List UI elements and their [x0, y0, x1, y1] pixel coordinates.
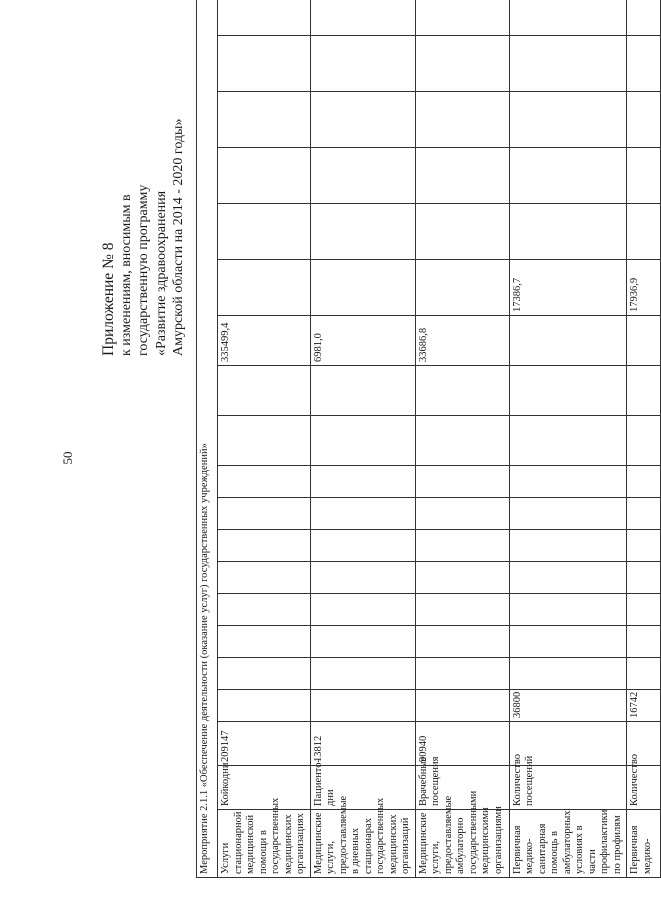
- page-number: 50: [60, 451, 75, 465]
- volume-2015: [310, 690, 415, 722]
- finance-2014: 33686,8: [415, 316, 509, 366]
- volume-2014: 209147: [218, 722, 311, 766]
- appendix-line: государственную программу: [136, 184, 151, 356]
- rotated-table-region: [196, 30, 653, 878]
- appendix-title: Приложение № 8: [100, 242, 117, 356]
- finance-2014: [627, 316, 661, 366]
- program-table: [196, 0, 661, 878]
- appendix-line: Амурской области на 2014 - 2020 годы»: [171, 118, 186, 356]
- finance-2014: [509, 316, 627, 366]
- table-row: [415, 0, 509, 878]
- table-row: [509, 0, 627, 878]
- unit: Количество посещений: [509, 766, 627, 810]
- service-name: Медицинские услуги, предоставляемые в дневных стационарах государственных медицинских организаций: [310, 810, 415, 878]
- volume-2015: 16742: [627, 690, 661, 722]
- volume-2015: 36800: [509, 690, 627, 722]
- table-row: [310, 0, 415, 878]
- table-row: [627, 0, 661, 878]
- unit: Количество: [627, 766, 661, 810]
- section-header: Мероприятие 2.1.1 «Обеспечение деятельности (оказание услуг) государственных учреждений»: [197, 0, 218, 878]
- unit: Пациенто-дни: [310, 766, 415, 810]
- unit: Врачебные посещения: [415, 766, 509, 810]
- service-name: Первичная медико-: [627, 810, 661, 878]
- table-row: [218, 0, 311, 878]
- service-name: Услуги стационарной медицинской помощи в государственных медицинских организациях: [218, 810, 311, 878]
- finance-2015: [415, 260, 509, 316]
- volume-2015: [218, 690, 311, 722]
- finance-2014: 335499,4: [218, 316, 311, 366]
- finance-2015: 17936,9: [627, 260, 661, 316]
- finance-2015: [310, 260, 415, 316]
- appendix-line: к изменениям, вносимым в: [118, 194, 134, 356]
- finance-2015: 17386,7: [509, 260, 627, 316]
- volume-2015: [415, 690, 509, 722]
- finance-2015: [218, 260, 311, 316]
- service-name: Первичная медико-санитарная помощь в амбулаторных условиях в части профилактики по профилям: [509, 810, 627, 878]
- appendix-line: «Развитие здравоохранения: [153, 190, 169, 356]
- unit: Койкодни: [218, 766, 311, 810]
- volume-2014: 90940: [415, 722, 509, 766]
- service-name: Медицинские услуги, предоставляемые амбулаторно государственными медицинскими организациями: [415, 810, 509, 878]
- finance-2014: 6981,0: [310, 316, 415, 366]
- volume-2014: 13812: [310, 722, 415, 766]
- appendix-block: [100, 36, 188, 356]
